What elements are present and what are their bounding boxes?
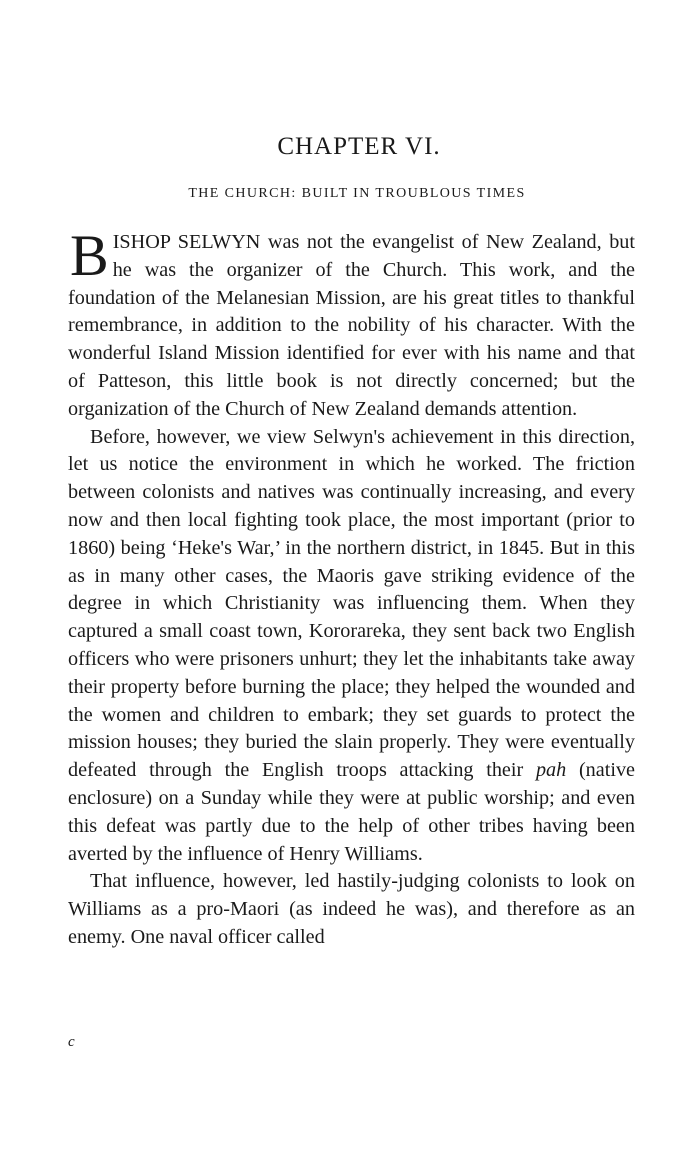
paragraph-1 [68,223,635,424]
paragraph-3-text: That influence, however, led hastily-judging colonists to look on Williams as a pro-Maori (as indeed he was), and therefore as an enemy. One naval officer called [68,870,635,948]
printer-signature-mark: c [68,1034,75,1050]
drop-cap: B [70,223,109,288]
chapter-subtitle: THE CHURCH: BUILT IN TROUBLOUS TIMES [188,186,526,201]
paragraph-3 [68,868,635,951]
paragraph-2 [68,424,635,869]
chapter-title: CHAPTER VI. [277,133,441,160]
chapter-body [68,223,636,952]
italic-word-pah: pah [535,759,567,782]
paragraph-2-text-end: (native enclosure) on a Sunday while they were at public worship; and even this defeat was partly due to the help of other tribes having been averted by the influence of Henry Williams. [68,759,636,865]
paragraph-2-text: Before, however, we view Selwyn's achievement in this direction, let us notice the environment in which he worked. The friction between colonists and natives was continually increasing, and every now and then local fighting took place, the most important (prior to 1860) being ‘Heke's War,’ in the northern district, in 1845. But in this as in many other cases, the Maoris gave striking evidence of the degree in which Christianity was influencing them. When they captured a small coast town, Kororareka, they sent back two English officers who were prisoners unhurt; they let the inhabitants take away their property before burning the place; they helped the wounded and the women and children to embark; they set guards to protect the mission houses; they buried the slain properly. They were eventually defeated through the English troops attacking their [68,425,635,782]
paragraph-1-text: ISHOP SELWYN was not the evangelist of New Zealand, but he was the organizer of the Church. This work, and the foundation of the Melanesian Mission, are his great titles to thankful remembrance, in addition to the nobility of his character. With the wonderful Island Mission identified for ever with his name and that of Patteson, this little book is not directly concerned; but the organization of the Church of New Zealand demands attention. [68,231,635,420]
